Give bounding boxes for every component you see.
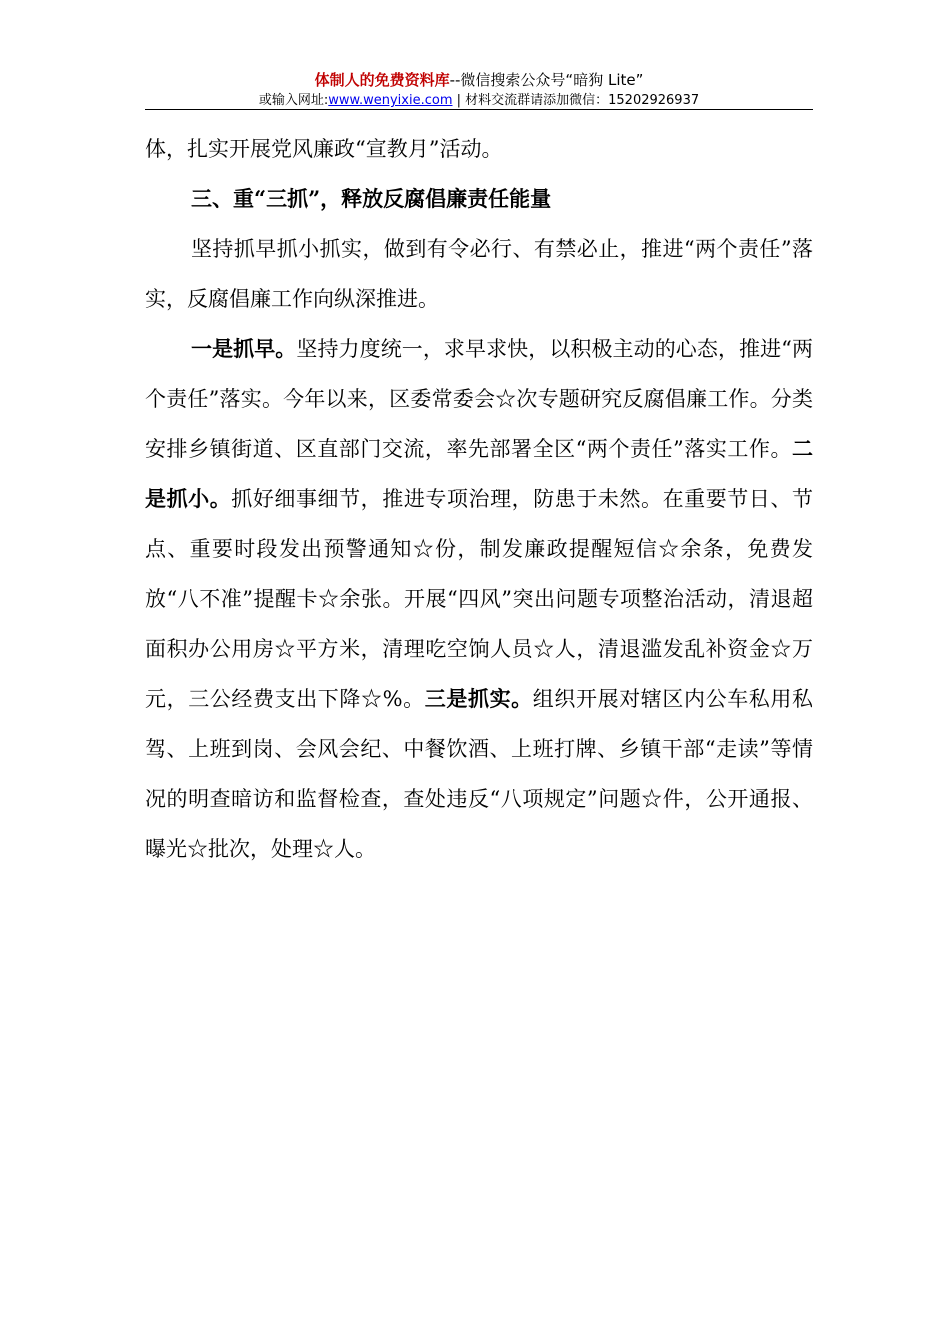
header-url-label: 或输入网址: — [258, 93, 329, 108]
header-divider — [145, 109, 813, 110]
point-2-label: 二是抓小。 — [145, 436, 813, 511]
point-1-label: 一是抓早。 — [191, 336, 297, 361]
point-3-text: 组织开展对辖区内公车私用私驾、上班到岗、会风会纪、中餐饮酒、上班打牌、乡镇干部“走读”等情况的明查暗访和监督检查，查处违反“八项规定”问题☆件，公开通报、曝光☆批次，处理☆人。 — [145, 687, 814, 861]
page-header — [145, 70, 813, 110]
point-2-text: 抓好细事细节，推进专项治理，防患于未然。在重要节日、节点、重要时段发出预警通知☆份，制发廉政提醒短信☆余条，免费发放“八不准”提醒卡☆余张。开展“四风”突出问题专项整治活动，清退超面积办公用房☆平方米，清理吃空饷人员☆人，清退滥发乱补资金☆万元，三公经费支出下降☆%。 — [145, 487, 814, 711]
paragraph-three-measures — [145, 324, 813, 874]
point-3-label: 三是抓实。 — [424, 686, 533, 711]
header-site-title: 体制人的免费资料库 — [314, 71, 450, 89]
header-website-link[interactable]: www.wenyixie.com — [328, 93, 453, 108]
section-heading-3: 三、重“三抓”，释放反腐倡廉责任能量 — [191, 186, 552, 211]
header-line-1 — [145, 70, 813, 90]
paragraph-intro: 坚持抓早抓小抓实，做到有令必行、有禁必止，推进“两个责任”落实，反腐倡廉工作向纵深推进。 — [145, 237, 813, 311]
document-body — [145, 124, 813, 874]
header-line-2 — [145, 92, 813, 110]
header-wechat-note: --微信搜索公众号“暗狗 Lite” — [449, 71, 644, 89]
header-contact: | 材料交流群请添加微信：15202926937 — [452, 93, 700, 108]
paragraph-continuation: 体，扎实开展党风廉政“宣教月”活动。 — [145, 137, 503, 161]
point-1-text: 坚持力度统一，求早求快，以积极主动的心态，推进“两个责任”落实。今年以来，区委常委会☆次专题研究反腐倡廉工作。分类安排乡镇街道、区直部门交流，率先部署全区“两个责任”落实工作。 — [145, 337, 813, 461]
